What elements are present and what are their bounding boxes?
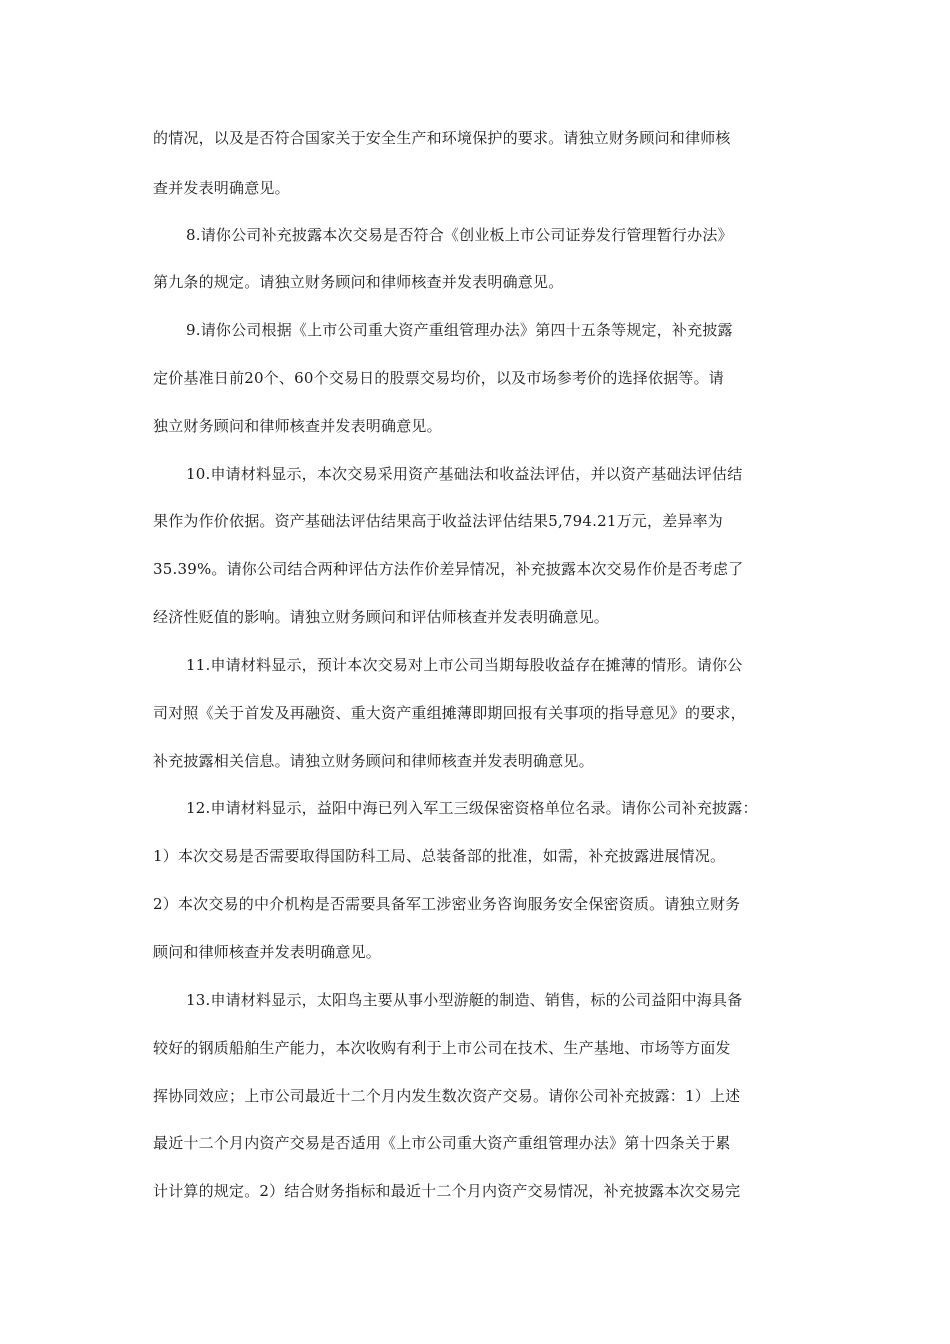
text-line: 13.申请材料显示，太阳鸟主要从事小型游艇的制造、销售，标的公司益阳中海具备: [186, 991, 743, 1009]
text-line: 12.申请材料显示，益阳中海已列入军工三级保密资格单位名录。请你公司补充披露：: [186, 799, 758, 817]
text-line: 2）本次交易的中介机构是否需要具备军工涉密业务咨询服务安全保密资质。请独立财务: [153, 895, 741, 913]
text-line: 司对照《关于首发及再融资、重大资产重组摊薄即期回报有关事项的指导意见》的要求，: [153, 704, 746, 722]
text-line: 计计算的规定。2）结合财务指标和最近十二个月内资产交易情况，补充披露本次交易完: [153, 1182, 741, 1200]
text-line: 1）本次交易是否需要取得国防科工局、总装备部的批准，如需，补充披露进展情况。: [153, 847, 726, 865]
text-line: 9.请你公司根据《上市公司重大资产重组管理办法》第四十五条等规定，补充披露: [186, 321, 733, 339]
text-line: 35.39%。请你公司结合两种评估方法作价差异情况，补充披露本次交易作价是否考虑了: [153, 560, 744, 578]
text-line: 经济性贬值的影响。请独立财务顾问和评估师核查并发表明确意见。: [153, 608, 610, 626]
text-line: 最近十二个月内资产交易是否适用《上市公司重大资产重组管理办法》第十四条关于累: [153, 1134, 731, 1152]
text-line: 较好的钢质船舶生产能力，本次收购有利于上市公司在技术、生产基地、市场等方面发: [153, 1039, 731, 1057]
text-line: 果作为作价依据。资产基础法评估结果高于收益法评估结果5,794.21万元，差异率为: [153, 512, 724, 530]
text-line: 10.申请材料显示，本次交易采用资产基础法和收益法评估，并以资产基础法评估结: [186, 465, 743, 483]
text-line: 定价基准日前20个、60个交易日的股票交易均价，以及市场参考价的选择依据等。请: [153, 369, 724, 387]
text-line: 的情况，以及是否符合国家关于安全生产和环境保护的要求。请独立财务顾问和律师核: [153, 129, 731, 147]
text-line: 11.申请材料显示，预计本次交易对上市公司当期每股收益存在摊薄的情形。请你公: [186, 656, 743, 674]
text-line: 第九条的规定。请独立财务顾问和律师核查并发表明确意见。: [153, 273, 564, 291]
text-line: 顾问和律师核查并发表明确意见。: [153, 943, 382, 961]
text-line: 独立财务顾问和律师核查并发表明确意见。: [153, 417, 442, 435]
text-line: 查并发表明确意见。: [153, 179, 290, 197]
text-line: 挥协同效应；上市公司最近十二个月内发生数次资产交易。请你公司补充披露：1）上述: [153, 1087, 741, 1105]
text-line: 补充披露相关信息。请独立财务顾问和律师核查并发表明确意见。: [153, 752, 594, 770]
text-line: 8.请你公司补充披露本次交易是否符合《创业板上市公司证券发行管理暂行办法》: [186, 226, 733, 244]
